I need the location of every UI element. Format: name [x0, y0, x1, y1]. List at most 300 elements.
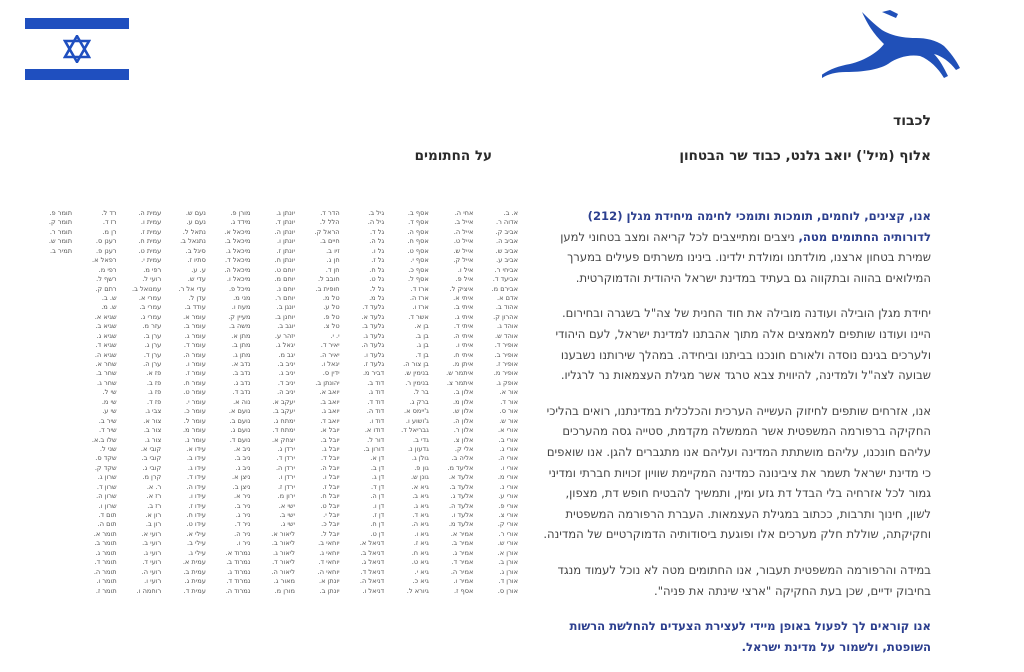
signer-name: זיו ב. [326, 246, 340, 255]
closing-call: אנו קוראים לך לפעול באופן מיידי לעצירת הצעדים להחלשת הרשות השופטת, ולשמור על מדינת ישראל. [569, 619, 931, 654]
signer-name: גל ח. [369, 265, 385, 274]
signer-name: סיגל ב. [185, 246, 206, 255]
signer-name: גון פ. [414, 463, 429, 472]
signer-name: יוחם ט. [274, 265, 296, 274]
signer-name: ליאור ד. [272, 558, 296, 567]
signer-name: עומר ח. [183, 378, 206, 387]
signer-name: איתמר ש. [446, 369, 474, 378]
signer-name: משה ב. [228, 322, 251, 331]
signers-column [208, 209, 250, 614]
signers-title: על החתומים [414, 148, 492, 164]
signer-name: שגיא א. [94, 312, 117, 321]
signer-name: יונתן ב. [319, 586, 340, 595]
signer-name: שיר ב. [98, 416, 117, 425]
signer-name: עומר ו. [185, 360, 206, 368]
signer-name: גונן ש. [410, 473, 429, 482]
signer-name: אלון ב. [453, 388, 474, 397]
signer-name: יוחאי ב. [318, 539, 340, 548]
signer-name: גיא ו. [414, 529, 429, 538]
signer-name: ניר א. [234, 492, 251, 501]
signer-name: עמית א. [182, 558, 206, 567]
signer-name: נדב ד. [232, 388, 251, 397]
signer-name: שני ל. [99, 444, 117, 453]
signer-name: תום ה. [97, 520, 117, 529]
signer-name: אלי ק. [454, 444, 474, 453]
signer-name: ר. א. [146, 482, 162, 491]
signer-name: תומר ז. [95, 586, 117, 595]
signer-name: אורי א. [497, 426, 518, 435]
signer-name: גל מ. [369, 293, 385, 302]
salutation: לכבוד [893, 113, 931, 129]
signer-name: פז ב. [146, 378, 162, 387]
signer-name: טל צ. [323, 322, 340, 331]
signer-name: יובל כ. [321, 520, 340, 529]
signer-name: גל ז. [371, 256, 385, 265]
signer-name: ש. מ. [101, 303, 117, 312]
signer-name: שחר א. [95, 360, 117, 368]
signer-name: רועי ו. [144, 577, 162, 586]
signer-name: יונגן ב. [276, 303, 296, 312]
signer-name: אלון ש. [452, 407, 474, 416]
signer-name: תמיר ב. [50, 246, 73, 255]
signer-name: ג'יימס א. [403, 407, 429, 416]
signer-name: מורן פ. [230, 209, 251, 217]
signer-name: ידין ס. [322, 369, 340, 378]
signer-name: יואב ג. [321, 407, 340, 416]
signer-name: גלעד ז. [363, 360, 385, 368]
signer-name: אסף ט. [407, 246, 429, 255]
signer-name: אורי ע. [498, 492, 518, 501]
signer-name: דוד ב. [367, 378, 385, 387]
signer-name: גל ו. [371, 246, 385, 255]
signer-name: אורן ג. [499, 567, 518, 576]
signer-name: נתאל ל. [182, 227, 206, 236]
signer-name: דן ה. [370, 492, 385, 501]
signer-name: עמית ד. [183, 586, 206, 595]
signer-name: ברק ג. [409, 397, 429, 406]
signer-name: עומר ז. [185, 369, 206, 378]
signer-name: גיל ב. [368, 209, 385, 217]
signer-name: שרון ג. [97, 473, 117, 482]
signer-name: איתי ו. [455, 341, 474, 350]
signer-name: מיכאל א. [224, 227, 251, 236]
signer-name: ערן ה. [143, 360, 162, 368]
signer-name: יונתן ז. [276, 246, 296, 255]
signer-name: גדי ב. [413, 435, 429, 444]
signer-name: אביב ה. [495, 237, 518, 246]
signer-name: גיא ד. [412, 511, 429, 519]
signer-name: יונתן ג. [276, 209, 296, 217]
signer-name: דניאל א. [359, 539, 385, 548]
signer-name: עידו א. [186, 444, 206, 453]
signer-name: שלו ב.א. [91, 435, 117, 444]
signer-name: רתם ק. [95, 284, 117, 293]
signer-name: בנימין ש. [404, 369, 429, 378]
signer-name: נדב ג. [233, 378, 251, 387]
signer-name: נמרוד ד. [226, 577, 251, 586]
signer-name: רענן פ. [96, 246, 117, 255]
signer-name: אלון ר. [453, 426, 474, 435]
signer-name: מאור ג. [273, 577, 296, 586]
signers-column [164, 209, 206, 614]
star-of-david-icon [63, 35, 91, 63]
signer-name: שגיא ה. [94, 350, 117, 359]
paragraph-1 [538, 206, 931, 288]
signer-name: טל ע. [323, 303, 340, 312]
flag-top-stripe [25, 18, 129, 29]
signer-name: אמיר ה. [450, 567, 474, 576]
signer-name: גל ד. [369, 227, 385, 236]
signer-name: אור ש. [499, 416, 518, 425]
signer-name: רון א. [145, 511, 162, 519]
signer-name: בן ד. [415, 350, 429, 359]
signer-name: ערן ב. [143, 331, 162, 340]
signer-name: אופיר ב. [494, 350, 518, 359]
signer-name: נדב ב. [232, 369, 251, 378]
signer-name: גיא ט. [411, 558, 429, 567]
signer-name: גיא ג. [413, 501, 429, 510]
signer-name: גיא ה. [411, 520, 429, 529]
signer-name: תומר פ. [49, 209, 73, 217]
signer-name: יוחאי ה. [317, 567, 340, 576]
signer-name: שי מ. [101, 397, 117, 406]
signer-name: ירדן ו. [278, 473, 296, 482]
signer-name: דניאל ו. [362, 586, 385, 595]
signer-name: עומר ד. [183, 341, 206, 350]
signer-name: אליה ב. [451, 454, 474, 463]
signer-name: עמית י. [141, 256, 162, 265]
signer-name: מתן ב. [231, 341, 251, 350]
signer-name: גיא ח. [411, 548, 429, 557]
signer-name: רפאל א. [92, 256, 117, 265]
signer-name: רועי ה. [141, 567, 162, 576]
signer-name: רועי א. [141, 529, 162, 538]
signer-name: אמיר ב. [451, 539, 474, 548]
signer-name: יובל ז. [322, 482, 340, 491]
signer-name: צור א. [143, 416, 162, 425]
signer-name: נועם א. [228, 407, 251, 416]
signer-name: אורן ב. [498, 558, 518, 567]
signer-name: יעקב א. [272, 397, 296, 406]
signer-name: ירדן ד. [276, 454, 296, 463]
signer-name: רועי ד. [142, 558, 162, 567]
signer-name: יובל ב. [320, 435, 340, 444]
signer-name: עומר כ. [184, 407, 206, 416]
signers-column [476, 209, 518, 614]
recipient: אלוף (מיל') יואב גלנט, כבוד שר הבטחון [679, 148, 931, 164]
signer-name: תומר ג. [95, 548, 117, 557]
israel-flag-icon [25, 18, 129, 80]
signer-name: רד ל. [101, 209, 117, 217]
signer-name: אורי ר. [498, 529, 518, 538]
signer-name: אסף ז. [454, 586, 474, 595]
signer-name: עמית ה. [138, 209, 162, 217]
signer-name: יעקב ב. [272, 407, 296, 416]
signer-name: ימתח ג. [273, 416, 296, 425]
signer-name: נעם ש. [185, 209, 206, 217]
signers-column [30, 209, 72, 614]
signer-name: חופית ב. [315, 284, 340, 293]
signer-name: אביב ע. [496, 256, 518, 265]
signer-name: אמיר א. [450, 529, 474, 538]
signer-name: קובי ב. [141, 454, 162, 463]
signer-name: עמית ז. [140, 227, 162, 236]
signer-name: שרון ד. [96, 482, 117, 491]
signer-name: עמרי ג. [140, 312, 162, 321]
signer-name: דניאל ב. [360, 548, 385, 557]
signer-name: רועי ב. [142, 539, 162, 548]
signer-name: דן ד. [371, 482, 385, 491]
signer-name: אסף י. [410, 256, 429, 265]
signer-name: מיכאל ו. [226, 275, 251, 284]
signer-name: עומר מ. [183, 426, 206, 435]
signer-name: מיכאל ה. [224, 265, 251, 274]
signer-name: גל ט. [369, 275, 385, 284]
signer-name: ארז ד. [410, 284, 429, 293]
signer-name: מיכאל ג. [225, 246, 251, 255]
signer-name: ניר ד. [234, 520, 251, 529]
paragraph-1-rest: ניצבים ומתייצבים לכל קריאה ומצב בטחוני למען שמירת בטחון ארצנו, מולדתנו ומולדת ילדינו. בינינו משרתים פעילים במערך המילואים בהווה ובתקווה גם בעתיד במדינת ישראל היהודית והדמוקרטית. [560, 229, 931, 285]
signer-name: עומר ה. [183, 350, 206, 359]
signer-name: יובל ה. [320, 463, 340, 472]
signer-name: רענן ס. [95, 237, 117, 246]
signer-name: אלעד ג. [450, 492, 474, 501]
signer-name: שקד ק. [94, 463, 117, 472]
signer-name: ישי א. [278, 501, 296, 510]
signer-name: איתמר צ. [446, 378, 474, 387]
signer-name: נוה א. [233, 397, 251, 406]
signer-name: אור ד. [500, 397, 518, 406]
signer-name: עידו ט. [186, 520, 206, 529]
signer-name: בן ב. [415, 331, 429, 340]
signer-name: אופיר ד. [494, 341, 518, 350]
signer-name: יובל י. [323, 511, 340, 519]
signer-name: תומר ר. [49, 227, 73, 236]
signer-name: נועם ג. [230, 426, 251, 435]
signer-name: אופיר מ. [493, 369, 518, 378]
signer-name: איל ו. [457, 265, 474, 274]
signer-name: דן ג. [371, 473, 385, 482]
signer-name: אייל ט. [453, 237, 474, 246]
signer-name: ניב ב. [234, 454, 251, 463]
signer-name: ליאור א. [271, 529, 296, 538]
signer-name: עדי אל ר. [178, 284, 206, 293]
signer-name: בן ג. [416, 341, 429, 350]
signer-name: איתי ד. [453, 322, 474, 331]
signer-name: עומר ל. [183, 416, 206, 425]
signer-name: דוד ד. [367, 397, 385, 406]
signer-name: תומר א. [93, 529, 117, 538]
signer-name: יצחק א. [272, 435, 296, 444]
signer-name: אסף ד. [408, 218, 429, 227]
signer-name: יניב ב. [277, 360, 296, 368]
signer-name: נועם ב. [229, 416, 251, 425]
signer-name: גיא ב. [412, 492, 429, 501]
signer-name: אלעד ה. [449, 501, 474, 510]
signer-name: יואב ב. [320, 397, 340, 406]
signer-name: נעם ע. [186, 218, 206, 227]
signer-name: עזר מ. [142, 322, 162, 331]
paragraph-2: יחידת מגלן הובילה ועודנה מובילה את חוד החנית של צה"ל בשגרה ובחירום. היינו ועודנו שותפים למאמצים אלה מתוך אהבתנו למדינת ישראל, לעם היהודי ולערכים בגינם נוסדה ולאורם חונכנו בביתנו וביחידה. במהלך שירותנו נשבענו שבועה לצה"ל ולמדינה, להיווית צבא טרגד אשר מגילת העצמאות נר לרגליו. [555, 306, 931, 383]
signer-name: נועם ד. [229, 435, 251, 444]
signer-name: ניר ה. [234, 529, 251, 538]
signer-name: אלון צ. [453, 435, 474, 444]
signer-name: מעיין ק. [228, 312, 251, 321]
signer-name: שיר ד. [98, 426, 117, 435]
signer-name: יזהר ע. [274, 331, 296, 340]
signer-name: אורי ו. [500, 463, 518, 472]
signer-name: אלון ה. [453, 416, 474, 425]
signer-name: אורי נ. [499, 482, 518, 491]
signer-name: תומר ק. [48, 218, 73, 227]
signer-name: עומר א. [183, 312, 206, 321]
signer-name: עידו ד. [187, 473, 206, 482]
signer-name: מעוז ו. [231, 303, 251, 312]
signer-name: גדעון נ. [407, 444, 429, 453]
signer-name: עמית ט. [138, 246, 162, 255]
signer-name: אלעד מ. [448, 520, 474, 529]
signer-name: דורון ב. [363, 444, 385, 453]
signer-name: יובל ל. [320, 529, 340, 538]
signer-name: דן א. [370, 454, 385, 463]
signer-name: אלון מ. [452, 397, 474, 406]
paragraph-1-bold: אנו, קצינים, לוחמים, תומכות ותומכי לחימה מיחידת מגלן (212) לדורותיה החתומים מטה, [587, 209, 931, 244]
signer-name: א. ב. [503, 209, 518, 217]
signer-name: נדב א. [231, 360, 251, 368]
signer-name: אהרון ק. [493, 312, 518, 321]
signer-name: ישי ב. [279, 511, 296, 519]
signer-name: רז א. [146, 492, 162, 501]
signer-name: אורי צ. [498, 511, 518, 519]
signer-name: יואב א. [319, 388, 340, 397]
signer-name: יגאל ג. [275, 341, 296, 350]
signer-name: אשר ד. [408, 312, 429, 321]
signer-name: דן ז. [372, 511, 385, 519]
signer-name: ש. ב. [101, 293, 117, 302]
signer-name: בנימין ר. [405, 378, 429, 387]
signer-name: יאיר ד. [320, 341, 340, 350]
signer-name: ירדן ג. [277, 444, 296, 453]
signer-name: עילי ב. [187, 539, 206, 548]
signer-name: עידו ו. [188, 492, 206, 501]
signer-name: אמיר ו. [453, 577, 474, 586]
signer-name: עידו ח. [186, 511, 206, 519]
signer-name: יניב ד. [277, 378, 296, 387]
signer-name: שרון ו. [98, 501, 117, 510]
signer-name: אור ס. [499, 407, 518, 416]
signer-name: בר ל. [413, 388, 429, 397]
signer-name: עומר נ. [184, 435, 206, 444]
signer-name: שקד ס. [95, 454, 117, 463]
signer-name: עידו ה. [186, 482, 206, 491]
signer-name: יוחאי ג. [319, 548, 340, 557]
signer-name: יואב ד. [320, 416, 340, 425]
signer-name: אורי ש. [497, 539, 518, 548]
signer-name: רז ד. [102, 218, 117, 227]
signer-name: גיא ז. [413, 539, 429, 548]
signer-name: אורי פ. [498, 501, 518, 510]
signer-name: רועי ל. [142, 275, 162, 284]
signer-name: גלעד א. [361, 312, 385, 321]
signer-name: עומר י. [186, 397, 206, 406]
signer-name: עומר ב. [183, 322, 206, 331]
signer-name: יובל ט. [320, 501, 340, 510]
signer-name: איתי א. [453, 293, 474, 302]
signer-name: עידו ג. [187, 463, 206, 472]
signer-name: ניר ב. [234, 501, 251, 510]
signers-column [75, 209, 117, 614]
signer-name: איתי ה. [453, 331, 474, 340]
signer-name: איתי ח. [453, 350, 474, 359]
paragraph-3: אנו, אזרחים שותפים לחיזוק העשייה הערכית והכלכלית במדינתנו, רואים בהליכי החקיקה ברפורמה המשפטית אשר הממשלה מקדמת, סטייה גסה מהערכים עליהם חונכנו, עליהם מושתתת המדינה ועליהם אנו מתגברים להגן. אנו שואפים כי מדינת ישראל תשמר את ציבינונה כמדינה המקיימת שוויון זכויות חברתי ומדיני גמור לכל אזרחיה בלי הבדל דת גזע ומין, ותמשיך להבטיח חופש דת, מצפון, לשון, חינוך ותרבות, ככתוב במגילת העצמאות. העברת הרפורמה המשפטית וחקיקתה, שוללת חלק מערכים אלו ופוגעת ביסודותיה הדמוקרטיים של המדינה. [543, 403, 931, 542]
signer-name: עידו ז. [188, 501, 206, 510]
signer-name: שי ל. [102, 388, 117, 397]
signer-name: יובל ו. [322, 473, 340, 482]
paragraph-4: במידה והרפורמה המשפטית תעבור, אנו החתומים מטה לא נוכל לעמוד מנגד בחיבוק ידיים, שכן בעת החקיקה "ארצי שינתה את פניה". [557, 562, 931, 598]
signer-name: גיא י. [414, 567, 429, 576]
signer-name: יוחם מ. [274, 275, 296, 284]
signer-name: יגאל ו. [321, 360, 340, 368]
signer-name: רפי מ. [143, 265, 162, 274]
signer-name: רוחמה ו. [136, 586, 162, 595]
signer-name: איתן מ. [452, 360, 474, 368]
signer-name: דן ו. [372, 501, 385, 510]
signer-name: יהונתן ב. [315, 378, 340, 387]
signer-name: אורי ה. [498, 454, 518, 463]
signer-name: גלעד ה. [361, 341, 385, 350]
signer-name: תומר ה. [93, 567, 117, 576]
signer-name: עדן ל. [188, 293, 206, 302]
signer-name: ירדן ז. [277, 482, 296, 491]
signer-name: אורי מ. [497, 473, 518, 482]
signer-name: דוד ו. [369, 416, 385, 425]
signer-name: דודו א. [364, 426, 385, 435]
signer-name: ניצן א. [232, 473, 251, 482]
signer-name: שרון ה. [96, 492, 117, 501]
signer-name: יובל ח. [320, 492, 340, 501]
signer-name: מתן א. [231, 331, 251, 340]
signer-name: רפי מ. [98, 265, 117, 274]
signer-name: אסף כ. [408, 265, 429, 274]
signer-name: ליאור ב. [271, 539, 296, 548]
signer-name: גל ה. [369, 237, 385, 246]
signer-name: יוגב ב. [277, 322, 296, 331]
signer-name: אייל ה. [453, 227, 474, 236]
signer-name: תומר ש. [48, 237, 73, 246]
signer-name: ימתח ד. [272, 426, 296, 435]
signer-name: דן ב. [370, 463, 385, 472]
signer-name: יונתן ד. [275, 218, 296, 227]
signer-name: שחר ג. [97, 378, 117, 387]
signer-name: רן מ. [102, 227, 117, 236]
signer-name: נמרוד ג. [227, 567, 251, 576]
signer-name: ליאור ה. [271, 567, 296, 576]
signer-name: גבריאל ד. [401, 426, 429, 435]
signer-name: עדי ש. [187, 275, 206, 284]
signer-name: רועי ג. [143, 548, 162, 557]
signer-name: הראל ק. [314, 227, 340, 236]
signer-name: אופיר ז. [496, 360, 518, 368]
signer-name: ג'ושוע ו. [405, 416, 429, 425]
signer-name: יוחאי ד. [318, 558, 340, 567]
signer-name: אייל ש. [453, 246, 474, 255]
signer-name: נתנאל ב. [180, 237, 206, 246]
signer-name: חן ג. [326, 256, 340, 265]
signer-name: ישי ג. [280, 520, 296, 529]
signer-name: אייל ק. [453, 256, 474, 265]
signers-column [431, 209, 473, 614]
signers-column [298, 209, 340, 614]
